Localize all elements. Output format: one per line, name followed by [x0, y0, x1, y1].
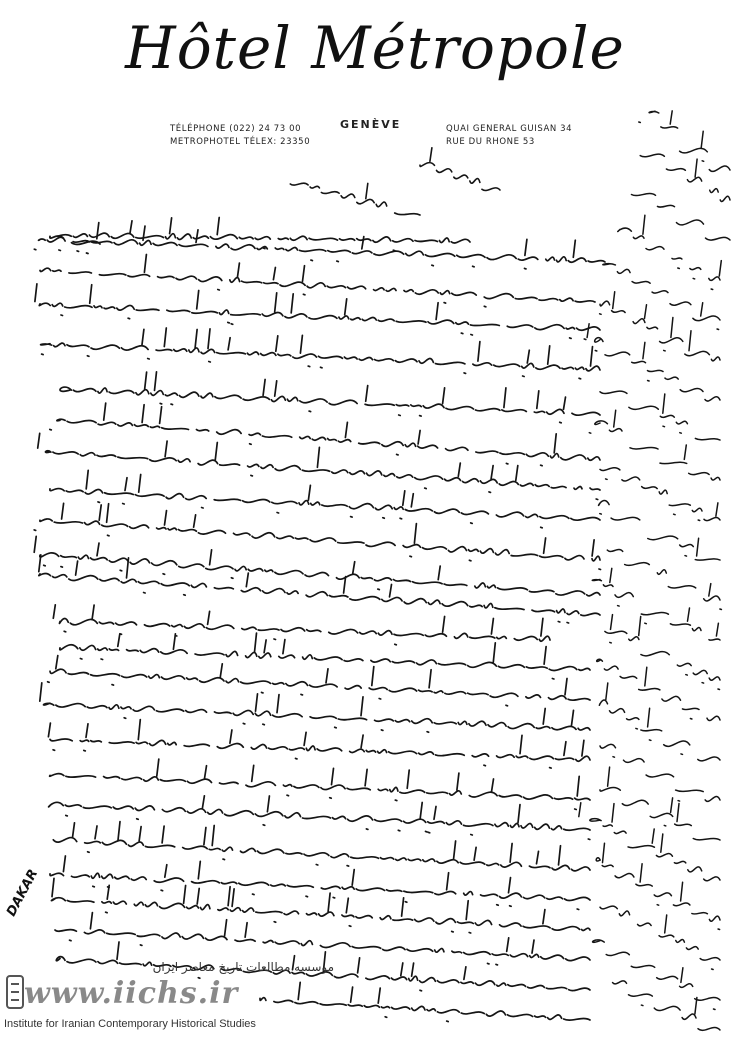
handwritten-line	[55, 913, 590, 965]
handwritten-line	[60, 372, 600, 423]
handwritten-margin-line	[639, 111, 730, 172]
hotel-address-line1: QUAI GENERAL GUISAN 34	[446, 124, 573, 134]
handwritten-date-line	[420, 148, 500, 191]
handwritten-margin-line	[600, 468, 720, 521]
handwritten-line	[34, 223, 605, 269]
hotel-name: Hôtel Métropole	[125, 14, 625, 82]
handwritten-margin-line	[600, 767, 720, 840]
handwritten-line	[48, 656, 590, 706]
handwritten-margin-lines	[579, 111, 730, 1030]
handwritten-line	[50, 403, 600, 466]
handwritten-line	[49, 796, 590, 840]
handwritten-margin-line	[613, 981, 720, 1030]
handwritten-line	[35, 284, 600, 340]
handwritten-margin-line	[618, 215, 722, 289]
hotel-address-line2: RUE DU RHONE 53	[446, 137, 535, 147]
handwritten-line	[40, 683, 590, 732]
hotel-telex: METROPHOTEL TÉLEX: 23350	[170, 137, 311, 147]
handwritten-margin-line	[607, 550, 721, 610]
dakar-annotation: DAKAR	[4, 866, 42, 920]
handwritten-line	[41, 328, 600, 379]
institute-watermark	[4, 960, 334, 1040]
handwritten-margin-line	[632, 194, 731, 241]
handwritten-line	[50, 856, 590, 910]
institute-name-fa: موسسه مطالعات تاریخ معاصر ایران	[152, 960, 334, 974]
hotel-city: GENÈVE	[340, 118, 402, 131]
handwritten-margin-line	[593, 940, 720, 1010]
handwritten-body-lines	[34, 218, 605, 1022]
handwritten-line	[40, 255, 595, 307]
institute-logo-icon	[4, 974, 26, 1010]
handwritten-line	[34, 536, 600, 595]
institute-name-en: Institute for Iranian Contemporary Historical Studies	[4, 1018, 256, 1030]
handwritten-line	[50, 759, 590, 809]
handwritten-line	[58, 218, 470, 251]
handwritten-line	[60, 633, 590, 679]
handwritten-margin-line	[579, 803, 720, 881]
handwritten-margin-line	[603, 264, 720, 330]
handwritten-greeting-line	[290, 183, 420, 215]
handwritten-margin-line	[600, 292, 720, 361]
handwritten-margin-line	[600, 744, 720, 801]
handwritten-margin-line	[592, 568, 720, 640]
institute-website: www.iichs.ir	[24, 976, 239, 1011]
handwritten-margin-line	[600, 906, 720, 969]
handwritten-line	[38, 433, 600, 499]
handwritten-margin-line	[587, 324, 720, 401]
handwritten-margin-line	[600, 391, 720, 440]
handwritten-margin-line	[599, 683, 720, 761]
handwritten-line	[53, 822, 590, 871]
handwritten-line	[53, 605, 550, 645]
hotel-telephone: TÉLÉPHONE (022) 24 73 00	[170, 124, 302, 134]
handwritten-line	[50, 470, 600, 527]
